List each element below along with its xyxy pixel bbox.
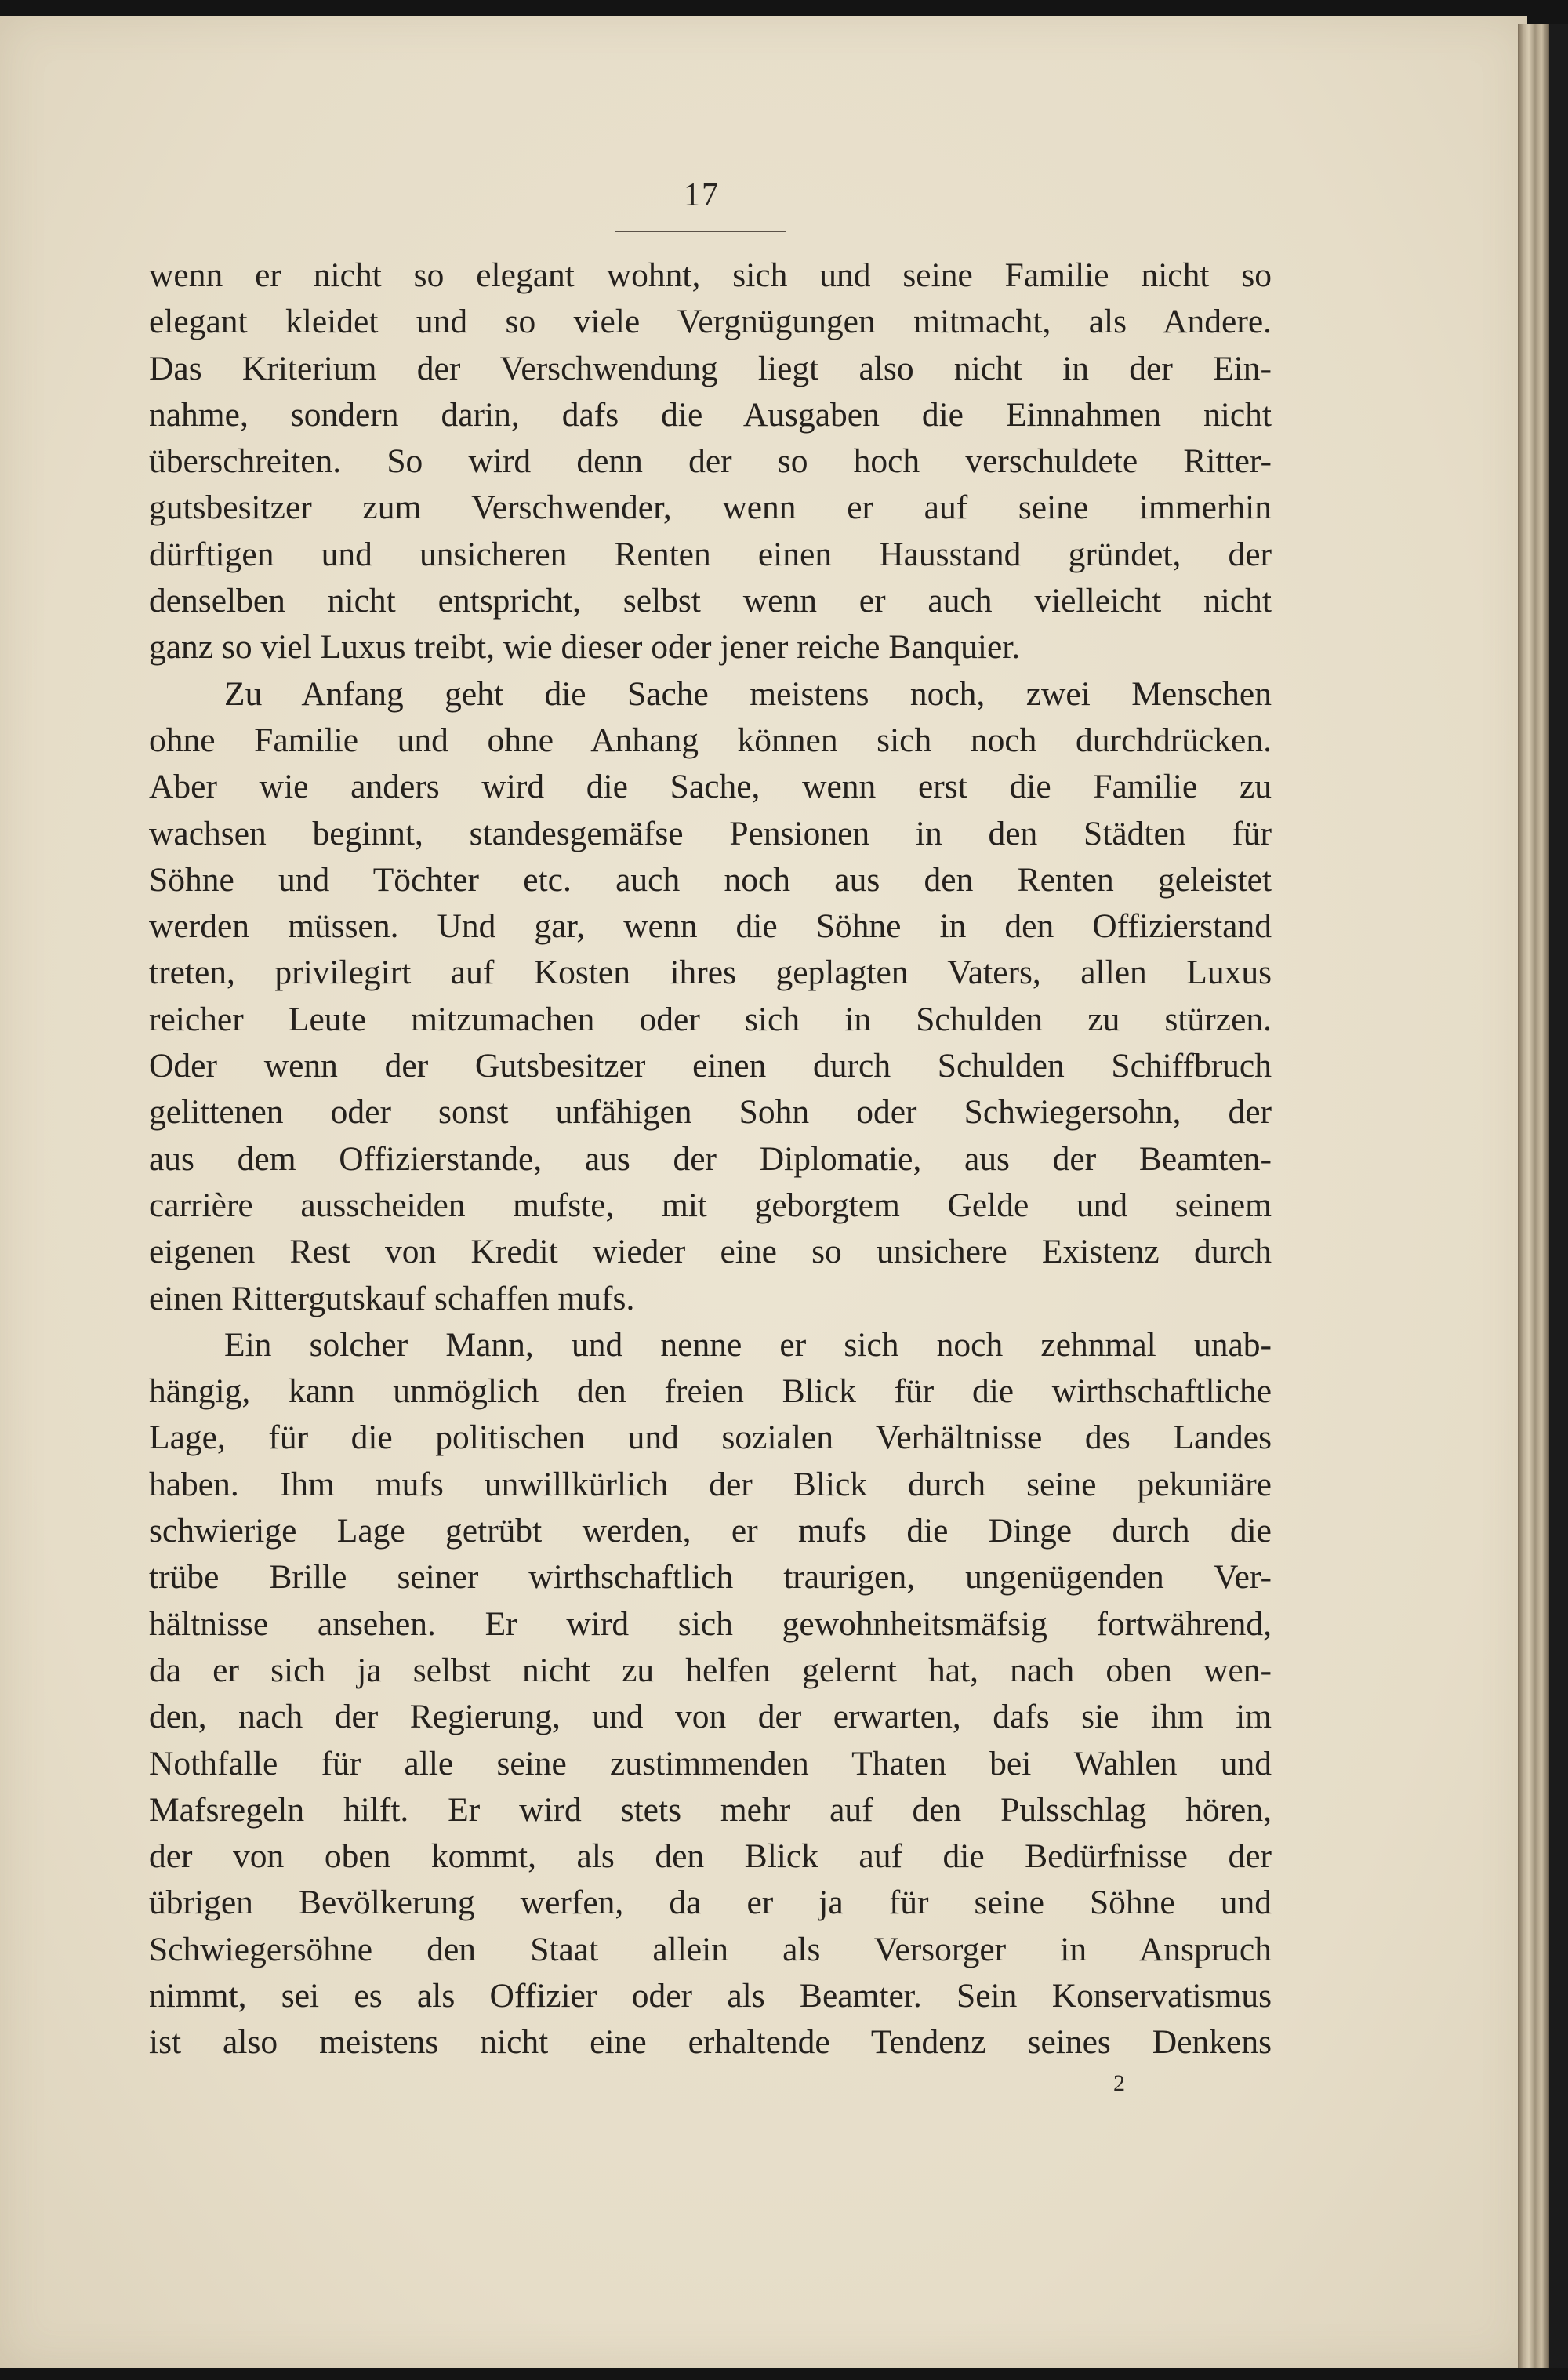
text-line: hältnisse ansehen. Er wird sich gewohnheitsmäfsig fortwährend,: [149, 1604, 1272, 1643]
text-line: reicher Leute mitzumachen oder sich in Schulden zu stürzen.: [149, 1000, 1272, 1038]
text-line: Oder wenn der Gutsbesitzer einen durch Schulden Schiffbruch: [149, 1047, 1272, 1085]
text-line: Aber wie anders wird die Sache, wenn erst die Familie zu: [149, 768, 1272, 806]
text-line: nimmt, sei es als Offizier oder als Beamter. Sein Konservatismus: [149, 1976, 1272, 2015]
text-line: den, nach der Regierung, und von der erwarten, dafs sie ihm im: [149, 1698, 1272, 1736]
text-line: hängig, kann unmöglich den freien Blick für die wirthschaftliche: [149, 1372, 1272, 1411]
text-line: eigenen Rest von Kredit wieder eine so unsichere Existenz durch: [149, 1233, 1272, 1271]
text-line: werden müssen. Und gar, wenn die Söhne in den Offizierstand: [149, 907, 1272, 946]
text-line: einen Rittergutskauf schaffen mufs.: [149, 1279, 635, 1317]
text-line: ganz so viel Luxus treibt, wie dieser oder jener reiche Banquier.: [149, 628, 1021, 667]
text-line: Zu Anfang geht die Sache meistens noch, zwei Menschen: [224, 674, 1272, 713]
text-line: wachsen beginnt, standesgemäfse Pensionen in den Städten für: [149, 814, 1272, 852]
text-line: wenn er nicht so elegant wohnt, sich und seine Familie nicht so: [149, 256, 1272, 294]
text-line: elegant kleidet und so viele Vergnügungen mitmacht, als Andere.: [149, 303, 1272, 341]
text-line: gutsbesitzer zum Verschwender, wenn er auf seine immerhin: [149, 489, 1272, 527]
header-rule: [615, 231, 786, 232]
text-line: treten, privilegirt auf Kosten ihres geplagten Vaters, allen Luxus: [149, 954, 1272, 992]
text-line: überschreiten. So wird denn der so hoch verschuldete Ritter-: [149, 442, 1272, 481]
text-line: übrigen Bevölkerung werfen, da er ja für seine Söhne und: [149, 1884, 1272, 1922]
text-line: dürftigen und unsicheren Renten einen Hausstand gründet, der: [149, 535, 1272, 573]
text-line: trübe Brille seiner wirthschaftlich traurigen, ungenügenden Ver-: [149, 1558, 1272, 1597]
text-line: aus dem Offizierstande, aus der Diplomatie, aus der Beamten-: [149, 1139, 1272, 1178]
text-line: schwierige Lage getrübt werden, er mufs die Dinge durch die: [149, 1512, 1272, 1550]
text-line: ist also meistens nicht eine erhaltende Tendenz seines Denkens: [149, 2023, 1272, 2062]
text-line: Schwiegersöhne den Staat allein als Versorger in Anspruch: [149, 1930, 1272, 1968]
text-line: nahme, sondern darin, dafs die Ausgaben die Einnahmen nicht: [149, 395, 1272, 434]
text-line: carrière ausscheiden mufste, mit geborgtem Gelde und seinem: [149, 1186, 1272, 1224]
body-text: [149, 253, 1272, 2066]
book-spine: [1518, 24, 1549, 2368]
text-line: ohne Familie und ohne Anhang können sich noch durchdrücken.: [149, 721, 1272, 759]
text-line: Nothfalle für alle seine zustimmenden Thaten bei Wahlen und: [149, 1744, 1272, 1782]
text-line: Das Kriterium der Verschwendung liegt also nicht in der Ein-: [149, 349, 1272, 387]
text-line: denselben nicht entspricht, selbst wenn er auch vielleicht nicht: [149, 582, 1272, 620]
text-line: Mafsregeln hilft. Er wird stets mehr auf den Pulsschlag hören,: [149, 1790, 1272, 1829]
page-number: 17: [684, 177, 720, 213]
text-line: da er sich ja selbst nicht zu helfen gelernt hat, nach oben wen-: [149, 1651, 1272, 1689]
text-line: Ein solcher Mann, und nenne er sich noch zehnmal unab-: [224, 1325, 1272, 1364]
text-line: gelittenen oder sonst unfähigen Sohn oder Schwiegersohn, der: [149, 1093, 1272, 1132]
signature-mark: 2: [1113, 2070, 1125, 2096]
text-line: Lage, für die politischen und sozialen Verhältnisse des Landes: [149, 1419, 1272, 1457]
text-line: der von oben kommt, als den Blick auf die Bedürfnisse der: [149, 1837, 1272, 1876]
text-line: haben. Ihm mufs unwillkürlich der Blick durch seine pekuniäre: [149, 1465, 1272, 1503]
scan-border: [1549, 24, 1568, 2368]
text-line: Söhne und Töchter etc. auch noch aus den Renten geleistet: [149, 860, 1272, 899]
